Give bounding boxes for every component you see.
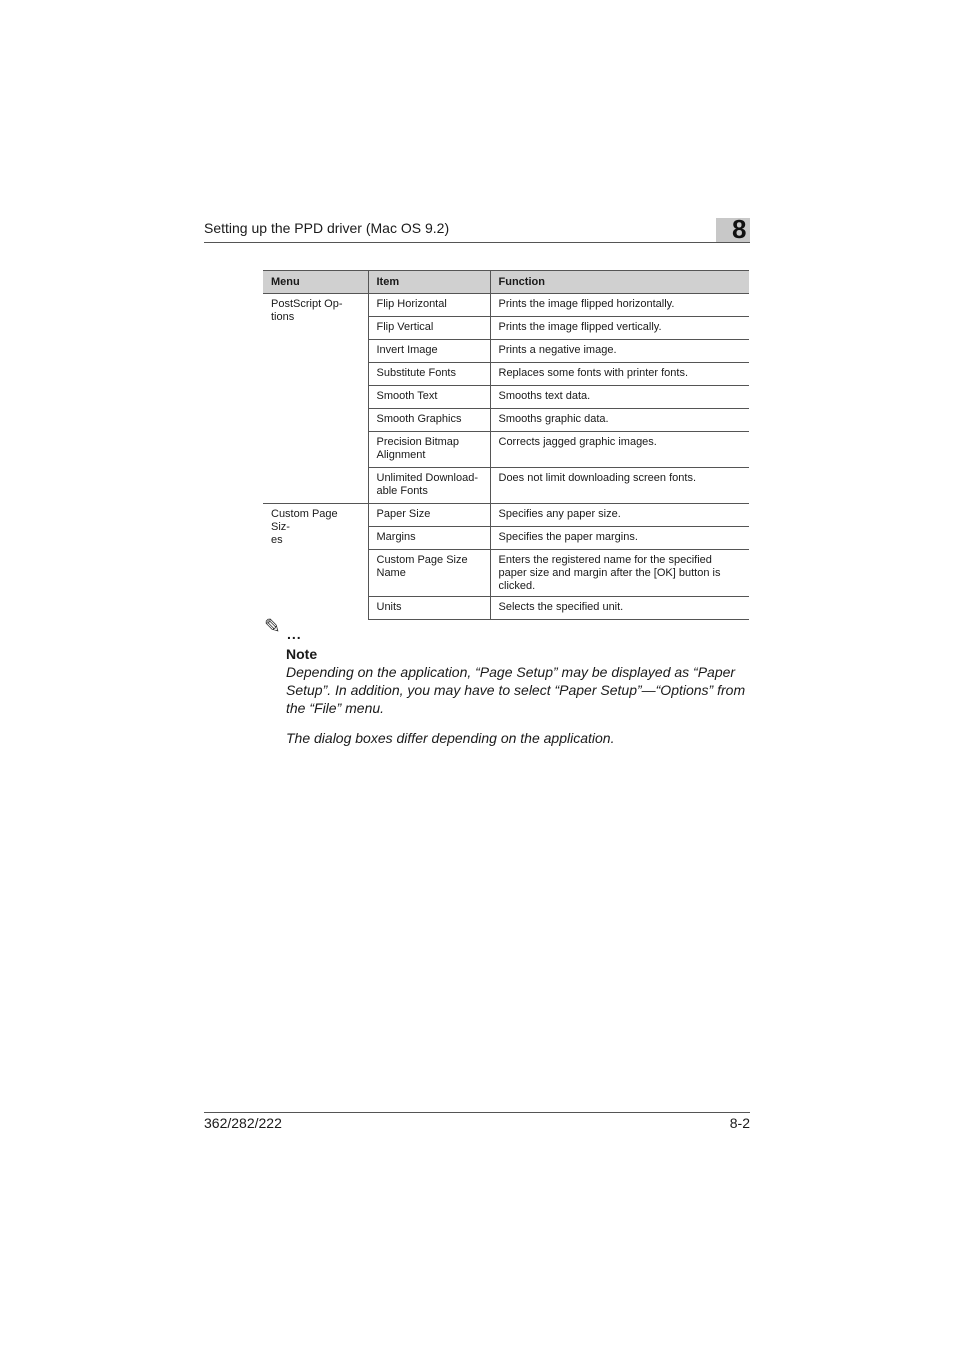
pencil-icon: ✎	[264, 616, 281, 638]
item-cell: Units	[368, 597, 490, 620]
menu-cell-custom-page-sizes: Custom Page Siz- es	[263, 504, 368, 620]
item-cell: Margins	[368, 527, 490, 550]
footer-divider	[204, 1112, 750, 1113]
function-cell: Prints the image flipped vertically.	[490, 317, 749, 340]
note-heading: Note	[286, 646, 318, 662]
item-cell: Paper Size	[368, 504, 490, 527]
column-header-function: Function	[490, 271, 749, 294]
function-cell: Does not limit downloading screen fonts.	[490, 468, 749, 504]
function-cell: Prints a negative image.	[490, 340, 749, 363]
footer-page-number: 8-2	[729, 1115, 750, 1131]
column-header-menu: Menu	[263, 271, 368, 294]
table-row	[263, 294, 749, 317]
function-table	[263, 270, 749, 620]
menu-cell-postscript-options: PostScript Op- tions	[263, 294, 368, 504]
item-cell: Substitute Fonts	[368, 363, 490, 386]
function-cell: Corrects jagged graphic images.	[490, 432, 749, 468]
item-cell: Precision Bitmap Alignment	[368, 432, 490, 468]
function-cell: Smooths text data.	[490, 386, 749, 409]
note-dots: ...	[287, 626, 302, 642]
item-cell: Invert Image	[368, 340, 490, 363]
function-cell: Enters the registered name for the specified paper size and margin after the [OK] button is clicked.	[490, 550, 749, 597]
table-row	[263, 504, 749, 527]
item-cell: Unlimited Download- able Fonts	[368, 468, 490, 504]
item-cell: Custom Page Size Name	[368, 550, 490, 597]
function-cell: Selects the specified unit.	[490, 597, 749, 620]
function-cell: Replaces some fonts with printer fonts.	[490, 363, 749, 386]
header-title: Setting up the PPD driver (Mac OS 9.2)	[204, 220, 450, 236]
chapter-number: 8	[732, 214, 747, 244]
function-cell: Specifies the paper margins.	[490, 527, 749, 550]
table-header-row	[263, 271, 749, 294]
note-paragraph: Depending on the application, “Page Setup” may be displayed as “Paper Setup”. In addition, you may have to select “Paper Setup”—“Options” from the “File” menu.	[286, 664, 746, 716]
item-cell: Smooth Text	[368, 386, 490, 409]
header-divider	[204, 242, 750, 243]
footer-model: 362/282/222	[204, 1115, 282, 1131]
note-paragraph: The dialog boxes differ depending on the application.	[286, 730, 615, 746]
item-cell: Flip Horizontal	[368, 294, 490, 317]
function-cell: Prints the image flipped horizontally.	[490, 294, 749, 317]
function-cell: Specifies any paper size.	[490, 504, 749, 527]
item-cell: Flip Vertical	[368, 317, 490, 340]
function-cell: Smooths graphic data.	[490, 409, 749, 432]
item-cell: Smooth Graphics	[368, 409, 490, 432]
column-header-item: Item	[368, 271, 490, 294]
